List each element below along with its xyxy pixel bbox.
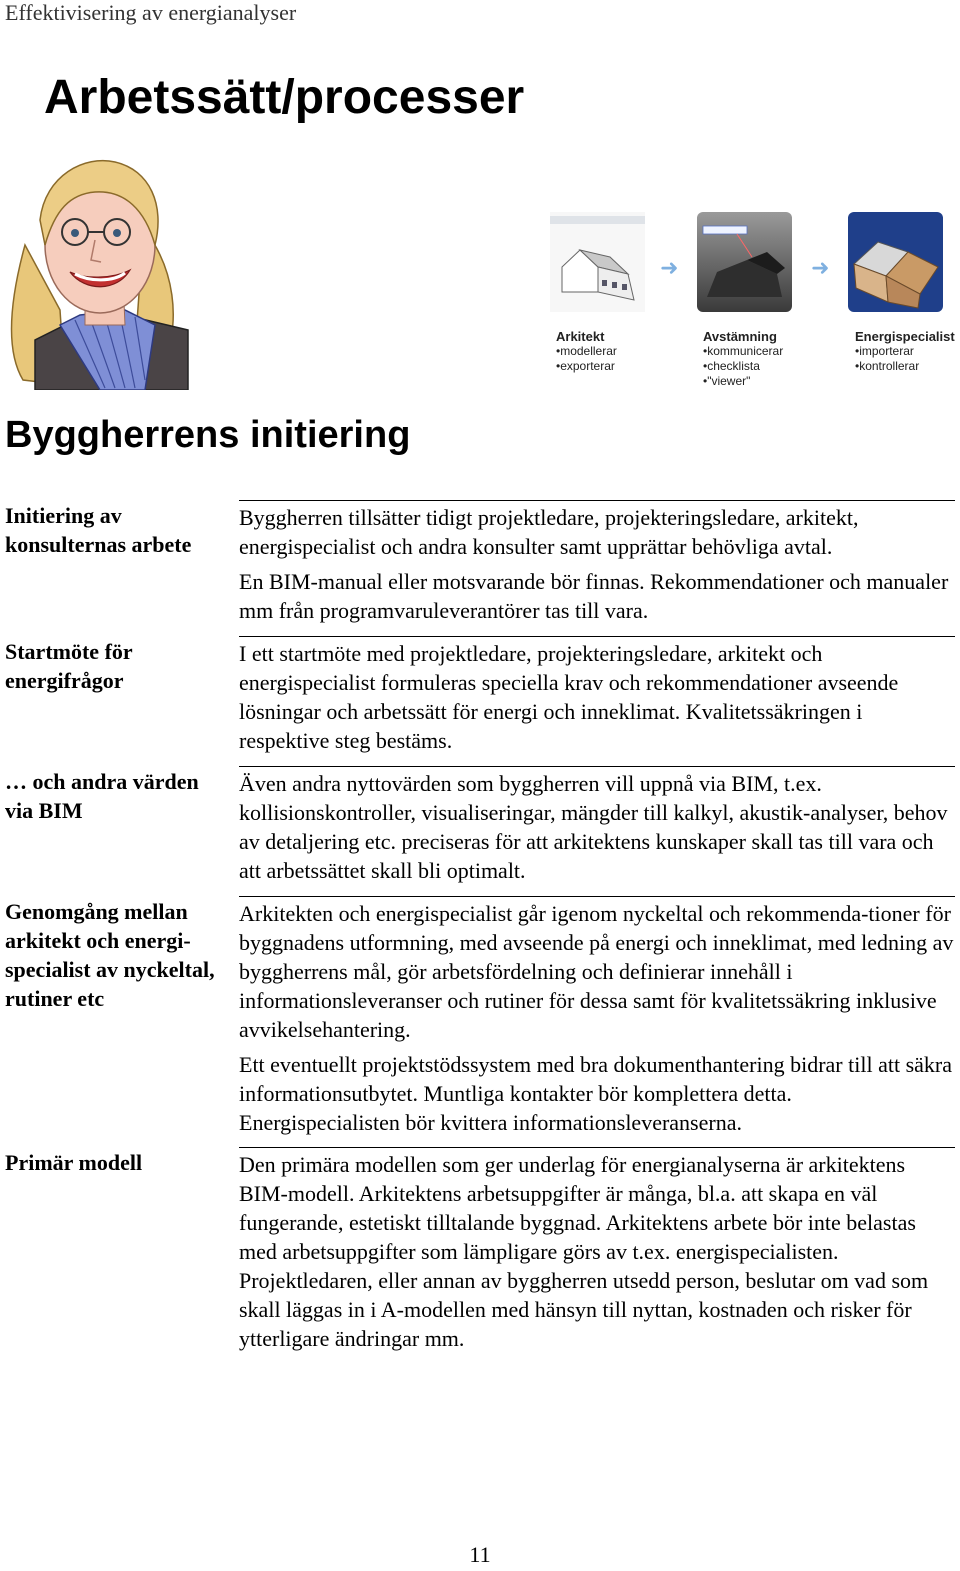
row-paragraph: I ett startmöte med projektledare, projekteringsledare, arkitekt och energispecialist formuleras speciella krav och rekommendationer avseende lösningar och arbetssätt för energi och inneklimat. Kvalitetssäkringen i respektive steg bestäms. <box>239 641 899 753</box>
step-item: • importerar <box>855 344 955 359</box>
row-paragraph: Även andra nyttovärden som byggherren vill uppnå via BIM, t.ex. kollisionskontroller, visualiseringar, mängder till kalkyl, akustik-analyser, behov av detaljering etc. preciseras för att arkitektens kunskaper skall tas till vara och att arbetssättet skall bli optimalt. <box>239 771 948 883</box>
row-body <box>239 896 955 1143</box>
row-body <box>239 636 955 761</box>
row-label: Primär modell <box>5 1150 143 1175</box>
step-title: Avstämning <box>703 329 777 344</box>
row-paragraph: Den primära modellen som ger underlag för energianalyserna är arkitektens BIM-modell. Arkitektens arbetsuppgifter är många, bl.a. att skapa en väl fungerande, estetiskt tilltalande byggnad. Arkitektens arbete bör inte belastas med arbetsuppgifter som lämpligare görs av t.ex. energispecialisten. Projektledaren, eller annan av byggherren utsedd person, beslutar om vad som skall läggas in i A-modellen med hänsyn till nyttan, kostnaden och risker för ytterligare ändringar mm. <box>239 1152 929 1351</box>
arrow-right-icon: ➜ <box>811 256 830 281</box>
energy-model-icon <box>848 212 943 312</box>
row-paragraph: Ett eventuellt projektstödssystem med bra dokumenthantering bidrar till att säkra informationsutbytet. Muntliga kontakter bör komplettera detta. Energispecialisten bör kvittera informationsleveranserna. <box>239 1052 952 1135</box>
section-title: Byggherrens initiering <box>5 414 411 456</box>
row-body <box>239 1147 955 1359</box>
row-label: Startmöte för energifrågor <box>5 639 133 693</box>
workflow-step-review <box>703 329 783 389</box>
row-body <box>239 766 955 891</box>
step-item: • kontrollerar <box>855 359 955 374</box>
woman-portrait-icon <box>5 150 190 390</box>
row-paragraph: Arkitekten och energispecialist går igenom nyckeltal och rekommenda-tioner för byggnadens utformning, med avseende på energi och inneklimat, med ledning av byggherrens mål, gör arbetsfördelning och definierar innehåll i informationsleveranser och rutiner för dessa samt för kvalitetssäkring inklusive avvikelsehantering. <box>239 901 954 1042</box>
arrow-right-icon: ➜ <box>660 256 679 281</box>
running-header: Effektivisering av energianalyser <box>5 0 297 25</box>
step-item: • exporterar <box>556 359 617 374</box>
step-item: • modellerar <box>556 344 617 359</box>
step-item: • kommunicerar <box>703 344 783 359</box>
step-title: Arkitekt <box>556 329 605 344</box>
row-label: Genomgång mellan arkitekt och energi-specialist av nyckeltal, rutiner etc <box>5 899 215 1011</box>
architect-model-icon <box>550 212 645 312</box>
row-label: … och andra värden via BIM <box>5 769 199 823</box>
review-model-icon <box>697 212 792 312</box>
page-title: Arbetssätt/processer <box>44 71 525 124</box>
row-paragraph: Byggherren tillsätter tidigt projektledare, projekteringsledare, arkitekt, energispecialist och andra konsulter samt upprättar behövliga avtal. <box>239 505 859 559</box>
step-item: • "viewer" <box>703 374 783 389</box>
workflow-step-architect <box>556 329 617 374</box>
workflow-step-energy <box>855 329 955 374</box>
row-body <box>239 500 955 631</box>
page-number: 11 <box>469 1542 491 1567</box>
row-paragraph: En BIM-manual eller motsvarande bör finnas. Rekommendationer och manualer mm från programvaruleverantörer tas till vara. <box>239 569 949 623</box>
step-item: • checklista <box>703 359 783 374</box>
workflow-diagram <box>545 212 955 392</box>
row-label: Initiering av konsulternas arbete <box>5 503 192 557</box>
step-title: Energispecialist <box>855 329 955 344</box>
